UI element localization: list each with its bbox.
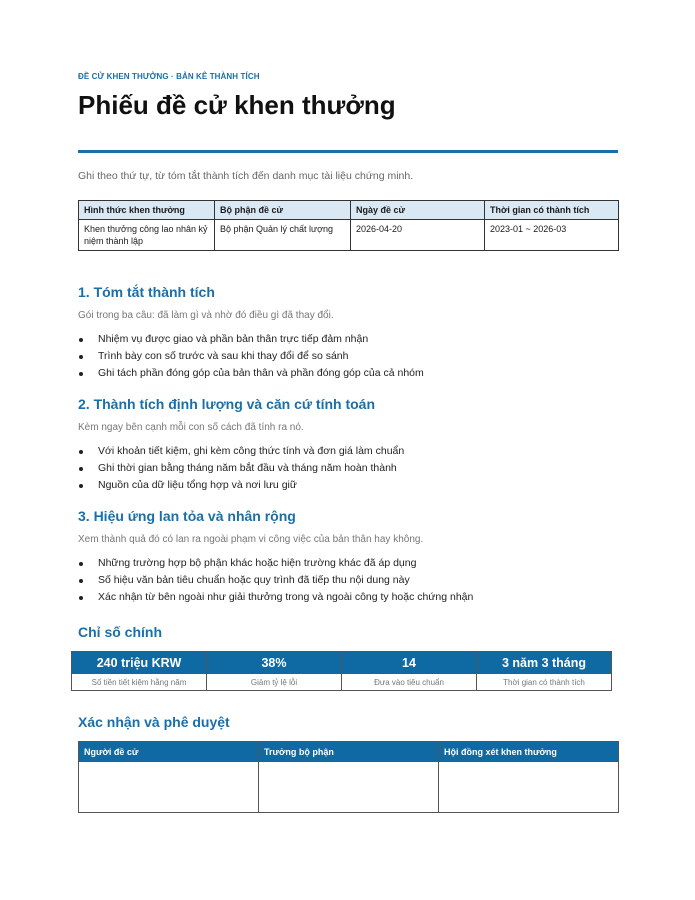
metrics-table [71,651,612,691]
metric-value: 38% [207,652,342,674]
list-item: Những trường hợp bộ phận khác hoặc hiện trường khác đã áp dụng [78,557,473,574]
metrics-value-row [72,652,612,674]
metric-label: Đưa vào tiêu chuẩn [342,674,477,691]
list-item: Trình bày con số trước và sau khi thay đổi để so sánh [78,350,424,367]
table-header-cell: Bộ phận đề cử [215,201,351,220]
approval-header-row [79,742,619,762]
list-item: Xác nhận từ bên ngoài như giải thưởng trong và ngoài công ty hoặc chứng nhận [78,591,473,608]
page-title: Phiếu đề cử khen thưởng [78,90,396,120]
metrics-heading: Chỉ số chính [78,624,162,640]
list-item: Ghi thời gian bằng tháng năm bắt đầu và tháng năm hoàn thành [78,462,404,479]
metrics-label-row [72,674,612,691]
intro-text: Ghi theo thứ tự, từ tóm tắt thành tích đến danh mục tài liệu chứng minh. [78,170,414,182]
signature-box-department-head[interactable] [259,762,439,813]
approval-signature-row [79,762,619,813]
section-heading-2: 2. Thành tích định lượng và căn cứ tính toán [78,396,376,412]
table-cell: Khen thưởng công lao nhân kỷ niệm thành lập [79,220,215,251]
metric-value: 240 triệu KRW [72,652,207,674]
list-item: Với khoản tiết kiệm, ghi kèm công thức tính và đơn giá làm chuẩn [78,445,404,462]
section-subtitle-1: Gói trong ba câu: đã làm gì và nhờ đó điều gì đã thay đổi. [78,310,334,321]
metric-value: 3 năm 3 tháng [477,652,612,674]
table-cell: 2023-01 ~ 2026-03 [485,220,619,251]
table-header-row [79,201,619,220]
approval-header-cell: Trưởng bộ phận [259,742,439,762]
section-subtitle-3: Xem thành quả đó có lan ra ngoài phạm vi công việc của bản thân hay không. [78,534,424,545]
approval-header-cell: Người đề cử [79,742,259,762]
title-divider [78,150,618,153]
table-cell: Bộ phận Quản lý chất lượng [215,220,351,251]
document-eyebrow: ĐỀ CỬ KHEN THƯỞNG · BẢN KÊ THÀNH TÍCH [78,72,260,81]
section-bullets-3 [78,557,473,607]
approval-table [78,741,619,813]
table-header-cell: Hình thức khen thưởng [79,201,215,220]
section-subtitle-2: Kèm ngay bên cạnh mỗi con số cách đã tính ra nó. [78,422,304,433]
list-item: Nhiệm vụ được giao và phần bản thân trực tiếp đảm nhận [78,333,424,350]
metric-label: Giảm tỷ lệ lỗi [207,674,342,691]
section-bullets-2 [78,445,404,495]
metric-label: Thời gian có thành tích [477,674,612,691]
section-heading-1: 1. Tóm tắt thành tích [78,284,215,300]
section-bullets-1 [78,333,424,383]
table-header-cell: Thời gian có thành tích [485,201,619,220]
metric-value: 14 [342,652,477,674]
metric-label: Số tiền tiết kiệm hằng năm [72,674,207,691]
table-header-cell: Ngày đề cử [351,201,485,220]
section-heading-3: 3. Hiệu ứng lan tỏa và nhân rộng [78,508,296,524]
approval-heading: Xác nhận và phê duyệt [78,714,230,730]
list-item: Số hiệu văn bản tiêu chuẩn hoặc quy trình đã tiếp thu nội dung này [78,574,473,591]
nomination-info-table [78,200,619,251]
table-row [79,220,619,251]
approval-header-cell: Hội đồng xét khen thưởng [439,742,619,762]
list-item: Ghi tách phần đóng góp của bản thân và phần đóng góp của cả nhóm [78,367,424,384]
signature-box-award-committee[interactable] [439,762,619,813]
list-item: Nguồn của dữ liệu tổng hợp và nơi lưu giữ [78,479,404,496]
table-cell: 2026-04-20 [351,220,485,251]
signature-box-nominator[interactable] [79,762,259,813]
